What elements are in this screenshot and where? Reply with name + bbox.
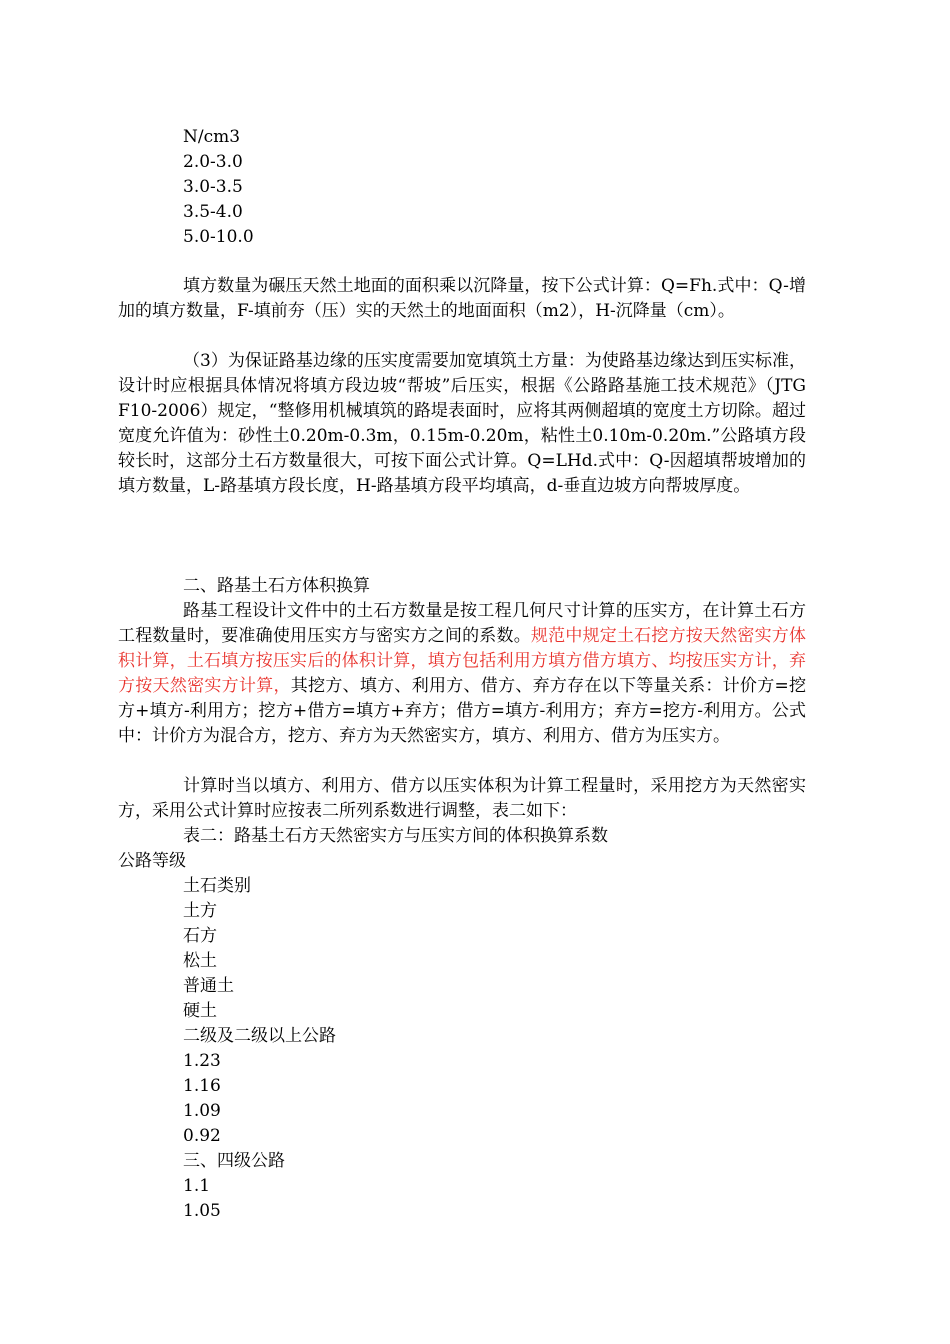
table-cell: 普通土 <box>183 976 234 996</box>
design-text-relations: 其挖方、填方、利用方、借方、弃方存在以下等量关系：计价方=挖方+填方-利用方；挖方+借方=填方+弃方；借方=填方-利用方；弃方=挖方-利用方。公式中：计价方为混合方，挖方、弃方为天然密实方，填方、利用方、借方为压实方。 <box>118 676 807 746</box>
table-cell: 松土 <box>183 951 217 971</box>
section-heading: 二、路基土石方体积换算 <box>183 576 370 596</box>
table-cell: 二级及二级以上公路 <box>183 1026 336 1046</box>
value-item: 3.5-4.0 <box>183 202 243 222</box>
table-cell: 硬土 <box>183 1001 217 1021</box>
table-cell: 0.92 <box>183 1126 221 1146</box>
table-cell: 石方 <box>183 926 217 946</box>
value-item: 3.0-3.5 <box>183 177 243 197</box>
paragraph-design-docs <box>118 599 806 749</box>
table-cell: 1.23 <box>183 1051 221 1071</box>
table-caption: 表二：路基土石方天然密实方与压实方间的体积换算系数 <box>183 826 608 846</box>
value-unit: N/cm3 <box>183 127 241 147</box>
paragraph-fill-settlement: 填方数量为碾压天然土地面的面积乘以沉降量，按下公式计算：Q=Fh.式中：Q-增加的填方数量，F-填前夯（压）实的天然土的地面面积（m2），H-沉降量（cm）。 <box>118 276 806 321</box>
table-cell: 土石类别 <box>183 876 251 896</box>
paragraph-edge-compaction: （3）为保证路基边缘的压实度需要加宽填筑土方量：为使路基边缘达到压实标准，设计时应根据具体情况将填方段边坡“帮坡”后压实，根据《公路路基施工技术规范》（JTG F10-2006）规定，“整修用机械填筑的路堤表面时，应将其两侧超填的宽度土方切除。超过宽度允许值为：砂性土0.20m-0.3m，0.15m-0.20m，粘性土0.10m-0.20m.”公路填方段较长时，这部分土石方数量很大，可按下面公式计算。Q=LHd.式中：Q-因超填帮坡增加的填方数量，L-路基填方段长度，H-路基填方段平均填高，d-垂直边坡方向帮坡厚度。 <box>118 351 806 496</box>
table-cell: 三、四级公路 <box>183 1151 285 1171</box>
table-cell: 1.1 <box>183 1176 211 1196</box>
table-cell: 1.16 <box>183 1076 221 1096</box>
table-cell: 1.05 <box>183 1201 221 1221</box>
table-cell: 1.09 <box>183 1101 221 1121</box>
table-header-grade: 公路等级 <box>118 851 186 871</box>
design-text-highlight: 规范中规定土石挖方按天然密实方体积计算，土石填方按压实后的体积计算，填方包括利用方填方借方填方、均按压实方计，弃方按天然密实方计算， <box>118 626 806 696</box>
table-cell: 土方 <box>183 901 217 921</box>
value-item: 2.0-3.0 <box>183 152 243 172</box>
value-item: 5.0-10.0 <box>183 227 254 247</box>
paragraph-calculation: 计算时当以填方、利用方、借方以压实体积为计算工程量时，采用挖方为天然密实方，采用公式计算时应按表二所列系数进行调整，表二如下： <box>118 776 806 821</box>
design-text-intro: 路基工程设计文件中的土石方数量是按工程几何尺寸计算的压实方，在计算土石方工程数量时，要准确使用压实方与密实方之间的系数。 <box>118 601 806 646</box>
